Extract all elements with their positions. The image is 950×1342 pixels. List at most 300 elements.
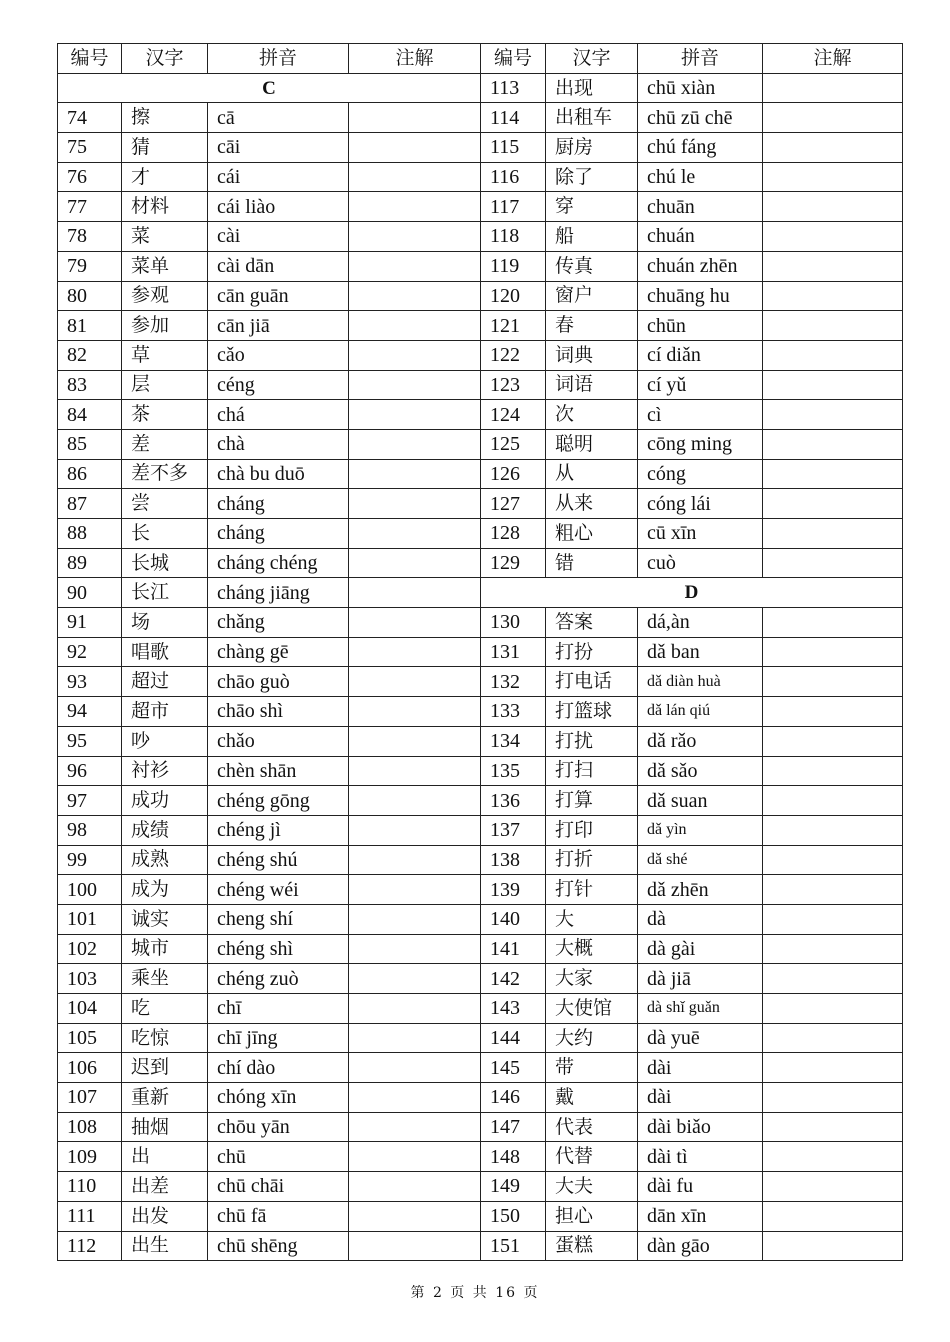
entry-character: 代表 [546,1112,638,1142]
entry-pinyin: dǎ diàn huà [638,667,763,697]
table-row [58,1023,903,1053]
entry-character: 带 [546,1053,638,1083]
entry-note [763,608,903,638]
table-row [58,1201,903,1231]
table-body [58,73,903,1261]
table-row [58,637,903,667]
entry-pinyin: chú fáng [638,133,763,163]
entry-pinyin: chōu yān [208,1112,349,1142]
entry-note [349,519,481,549]
entry-note [763,756,903,786]
entry-note [763,1201,903,1231]
entry-pinyin: chéng shú [208,845,349,875]
entry-pinyin: cuò [638,548,763,578]
entry-pinyin: cháng jiāng [208,578,349,608]
entry-pinyin: dà jiā [638,964,763,994]
entry-note [349,340,481,370]
entry-character: 打折 [546,845,638,875]
table-row [58,459,903,489]
entry-number: 137 [481,815,546,845]
entry-note [763,697,903,727]
table-row [58,370,903,400]
entry-character: 大家 [546,964,638,994]
entry-pinyin: chuán zhēn [638,251,763,281]
entry-character: 长城 [122,548,208,578]
entry-pinyin: cháng [208,489,349,519]
entry-note [349,964,481,994]
entry-character: 打扮 [546,637,638,667]
entry-pinyin: chuāng hu [638,281,763,311]
entry-note [349,904,481,934]
entry-note [763,1053,903,1083]
entry-number: 91 [58,608,122,638]
entry-number: 100 [58,875,122,905]
entry-note [763,1172,903,1202]
header-pinyin: 拼音 [638,44,763,74]
entry-number: 75 [58,133,122,163]
entry-number: 139 [481,875,546,905]
entry-character: 大 [546,904,638,934]
entry-character: 重新 [122,1083,208,1113]
entry-note [349,489,481,519]
entry-pinyin: dà [638,904,763,934]
entry-note [763,637,903,667]
entry-note [349,786,481,816]
entry-character: 打针 [546,875,638,905]
entry-pinyin: chéng jì [208,815,349,845]
entry-pinyin: cái liào [208,192,349,222]
entry-pinyin: chú le [638,162,763,192]
entry-pinyin: chéng gōng [208,786,349,816]
entry-note [763,845,903,875]
header-number: 编号 [58,44,122,74]
table-row [58,103,903,133]
entry-character: 窗户 [546,281,638,311]
entry-pinyin: cóng [638,459,763,489]
entry-note [349,400,481,430]
entry-character: 差 [122,429,208,459]
entry-character: 春 [546,311,638,341]
entry-number: 143 [481,994,546,1024]
entry-number: 104 [58,994,122,1024]
entry-note [349,251,481,281]
table-row [58,726,903,756]
entry-note [763,340,903,370]
entry-note [349,162,481,192]
entry-note [349,845,481,875]
table-row [58,192,903,222]
entry-pinyin: cān jiā [208,311,349,341]
entry-number: 136 [481,786,546,816]
header-row [58,44,903,74]
entry-note [349,1201,481,1231]
entry-number: 134 [481,726,546,756]
header-notes: 注解 [349,44,481,74]
table-row [58,578,903,608]
table-row [58,222,903,252]
entry-character: 层 [122,370,208,400]
entry-character: 穿 [546,192,638,222]
entry-pinyin: cí diǎn [638,340,763,370]
table-row [58,73,903,103]
table-row [58,934,903,964]
entry-pinyin: dān xīn [638,1201,763,1231]
entry-character: 除了 [546,162,638,192]
entry-number: 146 [481,1083,546,1113]
entry-pinyin: chéng wéi [208,875,349,905]
entry-pinyin: cóng lái [638,489,763,519]
entry-pinyin: chà bu duō [208,459,349,489]
entry-number: 98 [58,815,122,845]
entry-pinyin: dài [638,1083,763,1113]
entry-character: 场 [122,608,208,638]
entry-character: 菜单 [122,251,208,281]
table-row [58,1142,903,1172]
entry-pinyin: chūn [638,311,763,341]
entry-number: 86 [58,459,122,489]
entry-number: 149 [481,1172,546,1202]
entry-pinyin: cǎo [208,340,349,370]
entry-note [349,578,481,608]
entry-character: 从 [546,459,638,489]
entry-note [763,311,903,341]
entry-character: 茶 [122,400,208,430]
entry-character: 出生 [122,1231,208,1261]
entry-character: 出租车 [546,103,638,133]
table-row [58,489,903,519]
entry-character: 打扫 [546,756,638,786]
entry-note [763,1142,903,1172]
entry-number: 82 [58,340,122,370]
entry-pinyin: dǎ shé [638,845,763,875]
entry-pinyin: cāi [208,133,349,163]
entry-character: 菜 [122,222,208,252]
entry-number: 109 [58,1142,122,1172]
entry-number: 130 [481,608,546,638]
entry-pinyin: cū xīn [638,519,763,549]
entry-pinyin: dài biǎo [638,1112,763,1142]
entry-note [349,370,481,400]
entry-note [349,667,481,697]
entry-pinyin: chuān [638,192,763,222]
entry-character: 从来 [546,489,638,519]
entry-number: 123 [481,370,546,400]
entry-number: 141 [481,934,546,964]
entry-character: 粗心 [546,519,638,549]
entry-note [349,697,481,727]
entry-character: 出发 [122,1201,208,1231]
entry-character: 诚实 [122,904,208,934]
entry-pinyin: chéng zuò [208,964,349,994]
entry-pinyin: dǎ sǎo [638,756,763,786]
entry-number: 117 [481,192,546,222]
entry-note [349,1112,481,1142]
entry-number: 115 [481,133,546,163]
section-letter: C [58,73,481,103]
entry-number: 92 [58,637,122,667]
entry-number: 112 [58,1231,122,1261]
entry-note [763,934,903,964]
entry-number: 90 [58,578,122,608]
entry-number: 122 [481,340,546,370]
entry-pinyin: chèn shān [208,756,349,786]
entry-character: 打篮球 [546,697,638,727]
entry-number: 81 [58,311,122,341]
entry-number: 126 [481,459,546,489]
entry-character: 差不多 [122,459,208,489]
table-row [58,904,903,934]
entry-pinyin: cái [208,162,349,192]
entry-note [349,934,481,964]
table-row [58,400,903,430]
entry-note [763,489,903,519]
entry-note [763,548,903,578]
entry-pinyin: chàng gē [208,637,349,667]
entry-number: 114 [481,103,546,133]
entry-pinyin: dǎ lán qiú [638,697,763,727]
entry-number: 97 [58,786,122,816]
entry-pinyin: dǎ zhēn [638,875,763,905]
entry-note [763,1231,903,1261]
table-row [58,519,903,549]
entry-pinyin: dǎ suan [638,786,763,816]
entry-character: 船 [546,222,638,252]
entry-pinyin: chū chāi [208,1172,349,1202]
entry-character: 成熟 [122,845,208,875]
table-row [58,756,903,786]
entry-note [763,429,903,459]
entry-number: 147 [481,1112,546,1142]
entry-note [349,1142,481,1172]
entry-number: 132 [481,667,546,697]
entry-number: 80 [58,281,122,311]
entry-character: 成绩 [122,815,208,845]
entry-character: 大使馆 [546,994,638,1024]
entry-pinyin: chū fā [208,1201,349,1231]
entry-pinyin: chà [208,429,349,459]
entry-character: 聪明 [546,429,638,459]
entry-note [763,1112,903,1142]
section-letter: D [481,578,903,608]
entry-pinyin: cháng [208,519,349,549]
entry-pinyin: cheng shí [208,904,349,934]
table-row [58,875,903,905]
table-row [58,1083,903,1113]
entry-character: 材料 [122,192,208,222]
entry-note [763,281,903,311]
table-row [58,845,903,875]
entry-character: 打扰 [546,726,638,756]
table-row [58,429,903,459]
entry-pinyin: cài [208,222,349,252]
entry-number: 121 [481,311,546,341]
entry-number: 127 [481,489,546,519]
entry-character: 尝 [122,489,208,519]
entry-note [349,726,481,756]
page-footer: 第 2 页 共 16 页 [410,1285,540,1301]
entry-number: 108 [58,1112,122,1142]
entry-character: 长 [122,519,208,549]
entry-character: 抽烟 [122,1112,208,1142]
entry-character: 猜 [122,133,208,163]
entry-note [763,251,903,281]
entry-pinyin: chéng shì [208,934,349,964]
entry-note [349,133,481,163]
entry-number: 113 [481,73,546,103]
entry-number: 144 [481,1023,546,1053]
entry-character: 大夫 [546,1172,638,1202]
entry-number: 89 [58,548,122,578]
entry-pinyin: chī [208,994,349,1024]
entry-character: 乘坐 [122,964,208,994]
entry-number: 111 [58,1201,122,1231]
header-notes: 注解 [763,44,903,74]
entry-character: 出差 [122,1172,208,1202]
table-row [58,162,903,192]
table-row [58,133,903,163]
entry-pinyin: chī jīng [208,1023,349,1053]
entry-pinyin: cí yǔ [638,370,763,400]
entry-character: 草 [122,340,208,370]
entry-character: 吵 [122,726,208,756]
entry-character: 打印 [546,815,638,845]
entry-pinyin: chū zū chē [638,103,763,133]
entry-character: 传真 [546,251,638,281]
entry-pinyin: dàn gāo [638,1231,763,1261]
entry-note [349,548,481,578]
entry-character: 城市 [122,934,208,964]
entry-note [763,1083,903,1113]
entry-note [763,667,903,697]
table-row [58,667,903,697]
entry-number: 96 [58,756,122,786]
entry-number: 83 [58,370,122,400]
entry-number: 76 [58,162,122,192]
entry-number: 148 [481,1142,546,1172]
entry-character: 厨房 [546,133,638,163]
entry-pinyin: chóng xīn [208,1083,349,1113]
entry-number: 78 [58,222,122,252]
entry-pinyin: dá,àn [638,608,763,638]
table-row [58,815,903,845]
entry-character: 答案 [546,608,638,638]
entry-number: 103 [58,964,122,994]
entry-note [349,1172,481,1202]
table-row [58,1053,903,1083]
entry-number: 138 [481,845,546,875]
entry-note [763,964,903,994]
table-row [58,964,903,994]
entry-pinyin: chū [208,1142,349,1172]
entry-number: 110 [58,1172,122,1202]
entry-pinyin: dà shǐ guǎn [638,994,763,1024]
entry-character: 出现 [546,73,638,103]
entry-number: 142 [481,964,546,994]
table-row [58,697,903,727]
entry-number: 145 [481,1053,546,1083]
entry-number: 79 [58,251,122,281]
entry-character: 戴 [546,1083,638,1113]
entry-character: 吃惊 [122,1023,208,1053]
table-row [58,1112,903,1142]
entry-pinyin: cài dān [208,251,349,281]
entry-note [763,815,903,845]
entry-note [349,459,481,489]
entry-number: 131 [481,637,546,667]
entry-note [349,1053,481,1083]
entry-number: 106 [58,1053,122,1083]
entry-number: 105 [58,1023,122,1053]
entry-note [763,133,903,163]
entry-character: 出 [122,1142,208,1172]
entry-number: 129 [481,548,546,578]
entry-number: 151 [481,1231,546,1261]
entry-character: 才 [122,162,208,192]
entry-number: 107 [58,1083,122,1113]
entry-number: 124 [481,400,546,430]
entry-pinyin: dà yuē [638,1023,763,1053]
entry-note [763,162,903,192]
entry-note [763,875,903,905]
entry-pinyin: dǎ rǎo [638,726,763,756]
entry-character: 成功 [122,786,208,816]
entry-number: 101 [58,904,122,934]
entry-character: 成为 [122,875,208,905]
entry-character: 担心 [546,1201,638,1231]
entry-note [349,815,481,845]
entry-character: 唱歌 [122,637,208,667]
entry-pinyin: chāo shì [208,697,349,727]
entry-number: 150 [481,1201,546,1231]
entry-pinyin: cān guān [208,281,349,311]
entry-character: 词语 [546,370,638,400]
entry-character: 代替 [546,1142,638,1172]
entry-note [349,1023,481,1053]
entry-pinyin: chū shēng [208,1231,349,1261]
entry-note [349,756,481,786]
entry-pinyin: cōng ming [638,429,763,459]
entry-number: 102 [58,934,122,964]
entry-note [349,103,481,133]
entry-pinyin: chá [208,400,349,430]
entry-number: 118 [481,222,546,252]
entry-note [763,1023,903,1053]
entry-number: 99 [58,845,122,875]
entry-number: 140 [481,904,546,934]
entry-number: 93 [58,667,122,697]
entry-character: 衬衫 [122,756,208,786]
entry-pinyin: cháng chéng [208,548,349,578]
table-row [58,548,903,578]
table-row [58,994,903,1024]
table-row [58,281,903,311]
entry-pinyin: dǎ yìn [638,815,763,845]
table-row [58,1231,903,1261]
entry-character: 参观 [122,281,208,311]
vocabulary-table [57,43,903,1261]
entry-note [763,519,903,549]
entry-note [763,726,903,756]
header-number: 编号 [481,44,546,74]
entry-number: 94 [58,697,122,727]
entry-pinyin: dài [638,1053,763,1083]
entry-character: 打算 [546,786,638,816]
entry-number: 87 [58,489,122,519]
entry-pinyin: chū xiàn [638,73,763,103]
entry-note [349,875,481,905]
entry-number: 116 [481,162,546,192]
entry-note [763,222,903,252]
